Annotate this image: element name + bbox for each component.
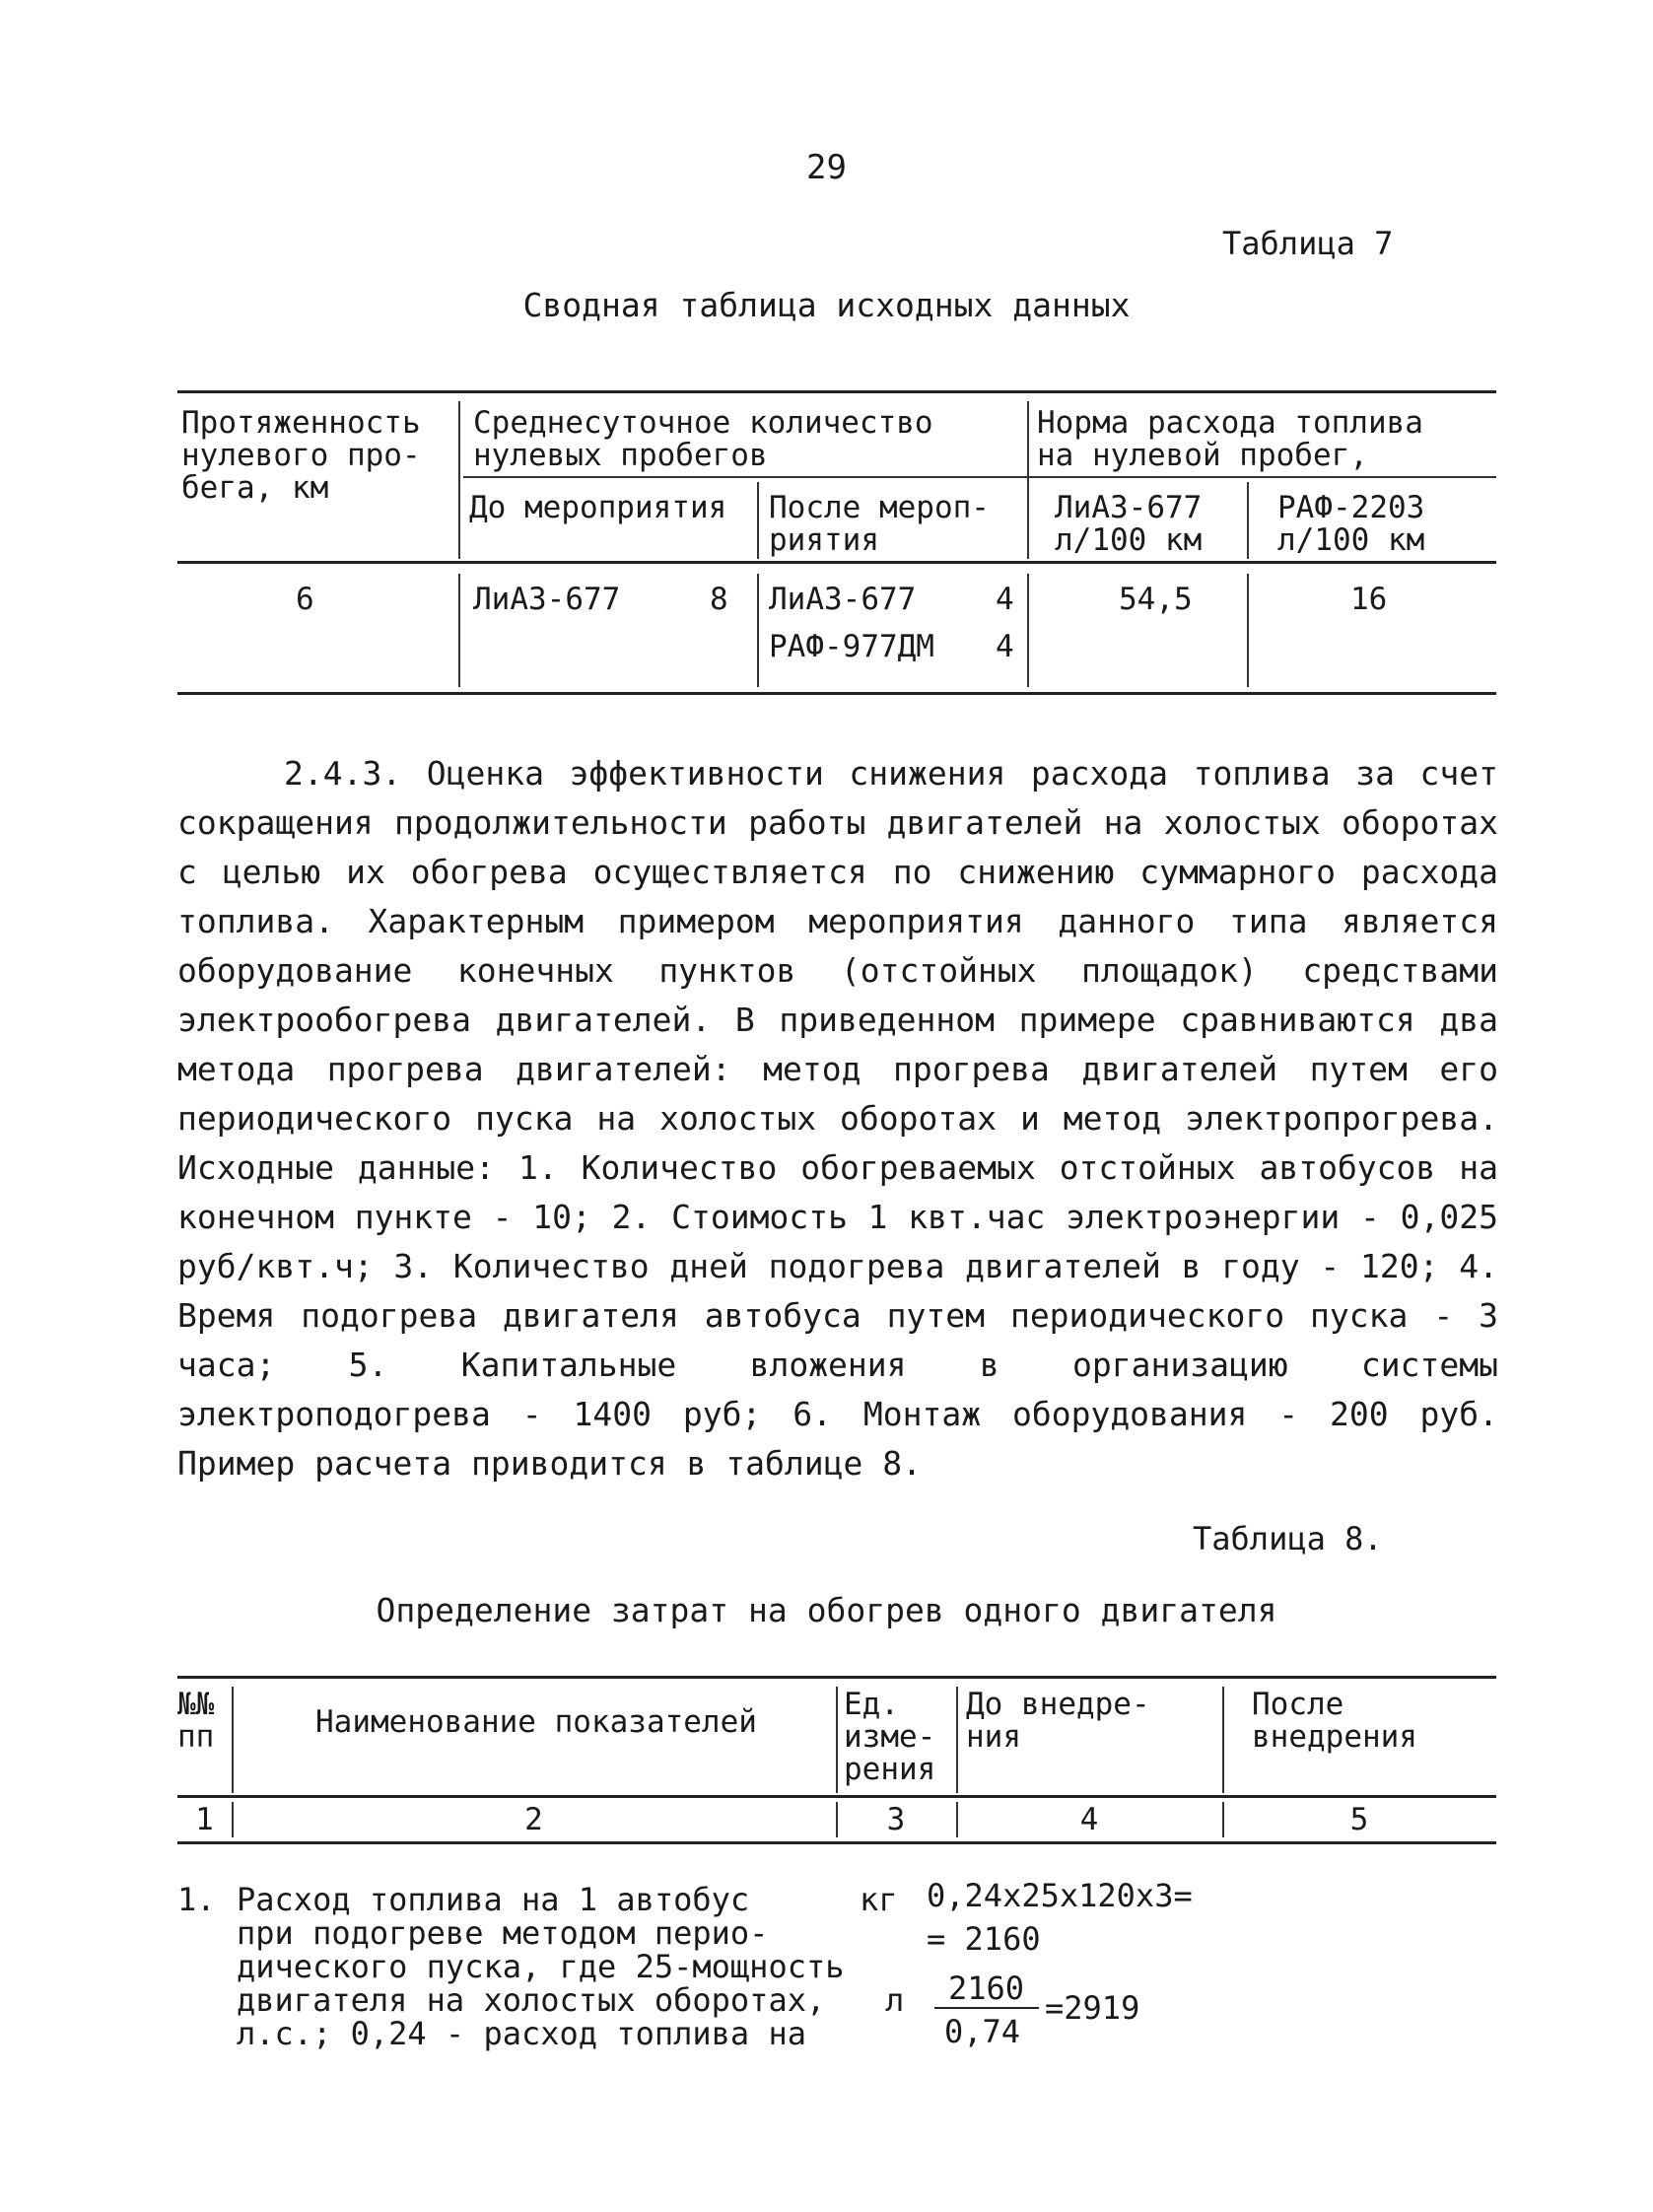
cell-before-model: ЛиАЗ-677 bbox=[473, 582, 621, 617]
header-avg-count bbox=[473, 407, 933, 472]
col-number: 1 bbox=[195, 1802, 214, 1837]
table8-header bbox=[177, 1679, 1496, 1798]
header-after-line: После мероп- bbox=[769, 490, 990, 525]
header-num-line: №№ bbox=[177, 1687, 215, 1722]
table7-title: Сводная таблица исходных данных bbox=[522, 286, 1131, 324]
header-raf-line: РАФ-2203 bbox=[1277, 490, 1425, 525]
fraction-result: =2919 bbox=[1045, 1989, 1140, 2027]
col-number: 3 bbox=[886, 1802, 906, 1837]
header-unit bbox=[844, 1689, 935, 1786]
table8-col-divider bbox=[1222, 1687, 1224, 1793]
header-length-line: Протяженность bbox=[181, 405, 421, 441]
header-before-line: ния bbox=[966, 1719, 1021, 1755]
header-liaz-line: л/100 км bbox=[1055, 522, 1203, 558]
cell-raf-value: 16 bbox=[1350, 582, 1388, 617]
paragraph-text: 2.4.3. Оценка эффективности снижения расхода топлива за счет сокращения продолжительности работы двигателей на холостых оборотах с целью их обогрева осуществляется по снижению суммарного расхода топлива. Характерным примером мероприятия данного типа является оборудование конечных пунктов (отстойных площадок) средствами электрообогрева двигателей. В приведенном примере сравниваются два метода прогрева двигателей: метод прогрева двигателей путем его периодического пуска на холостых оборотах и метод электропрогрева. Исходные данные: 1. Количество обогреваемых отстойных автобусов на конечном пункте - 10; 2. Стоимость 1 квт.час электроэнергии - 0,025 руб/квт.ч; 3. Количество дней подогрева двигателей в году - 120; 4. Время подогрева двигателя автобуса путем периодического пуска - 3 часа; 5. Капитальные вложения в организацию системы электроподогрева - 1400 руб; 6. Монтаж оборудования - 200 руб. Пример расчета приводится в таблице 8. bbox=[177, 754, 1498, 1483]
header-length-line: нулевого про- bbox=[181, 438, 421, 473]
table7-col-divider bbox=[757, 574, 759, 687]
header-after-line: После bbox=[1252, 1687, 1344, 1722]
table8-row-text bbox=[237, 1883, 845, 2050]
header-unit-line: рения bbox=[844, 1752, 936, 1787]
header-avg-count-line: нулевых пробегов bbox=[473, 438, 768, 473]
table8-row-num: 1. bbox=[177, 1881, 216, 1918]
table7-label: Таблица 7 bbox=[1222, 225, 1394, 262]
col-number: 4 bbox=[1079, 1802, 1099, 1837]
fraction-denominator: 0,74 bbox=[944, 2013, 1021, 2050]
table8 bbox=[177, 1676, 1496, 1844]
table7 bbox=[177, 390, 1496, 695]
header-length-line: бега, км bbox=[181, 470, 329, 506]
header-after bbox=[769, 492, 990, 557]
table7-header bbox=[177, 393, 1496, 564]
header-before-line: До внедре- bbox=[966, 1687, 1150, 1722]
table7-col-divider bbox=[1247, 482, 1249, 559]
page-number: 29 bbox=[806, 148, 847, 187]
table8-label: Таблица 8. bbox=[1193, 1520, 1383, 1557]
table7-row bbox=[177, 564, 1496, 692]
header-before: До мероприятия bbox=[469, 490, 727, 525]
table7-col-divider bbox=[1027, 401, 1029, 559]
table7-col-divider bbox=[757, 482, 759, 559]
header-unit-line: Ед. bbox=[844, 1687, 899, 1722]
fraction-line bbox=[934, 2007, 1039, 2009]
header-after-line: риятия bbox=[769, 522, 879, 558]
header-avg-count-line: Среднесуточное количество bbox=[473, 405, 933, 441]
table8-title: Определение затрат на обогрев одного двигателя bbox=[376, 1591, 1277, 1629]
cell-after-model-1: ЛиАЗ-677 bbox=[769, 582, 917, 617]
cell-liaz-value: 54,5 bbox=[1119, 582, 1193, 617]
header-raf-norm bbox=[1277, 492, 1424, 557]
table7-col-divider bbox=[458, 574, 460, 687]
header-liaz-norm bbox=[1055, 492, 1202, 557]
col-number: 5 bbox=[1349, 1802, 1369, 1837]
table7-col-divider bbox=[1027, 574, 1029, 687]
header-norm-line: Норма расхода топлива bbox=[1037, 405, 1423, 441]
table8-col-divider bbox=[956, 1687, 958, 1793]
body-paragraph bbox=[177, 749, 1498, 1488]
table8-row-calc-1: 0,24x25x120x3= bbox=[927, 1877, 1193, 1914]
table8-row-calc-2: = 2160 bbox=[927, 1920, 1041, 1958]
header-num bbox=[177, 1689, 214, 1754]
table7-col-divider bbox=[458, 401, 460, 559]
row-text-line: при подогреве методом перио- bbox=[237, 1914, 769, 1952]
col-number: 2 bbox=[524, 1802, 543, 1837]
cell-after-count-2: 4 bbox=[996, 629, 1014, 664]
table8-row-unit-2: л bbox=[885, 1981, 905, 2019]
row-text-line: двигателя на холостых оборотах, bbox=[237, 1981, 826, 2019]
table7-col-divider bbox=[1247, 574, 1249, 687]
fraction-numerator: 2160 bbox=[948, 1970, 1025, 2007]
row-text-line: л.с.; 0,24 - расход топлива на bbox=[237, 2015, 806, 2052]
table8-row-unit-1: кг bbox=[860, 1881, 898, 1918]
header-after-line: внедрения bbox=[1252, 1719, 1417, 1755]
table7-subheader-line bbox=[463, 476, 1496, 478]
table8-col-divider bbox=[232, 1687, 234, 1793]
header-norm bbox=[1037, 407, 1423, 472]
header-liaz-line: ЛиАЗ-677 bbox=[1055, 490, 1203, 525]
table8-col-divider bbox=[836, 1687, 838, 1793]
cell-before-count: 8 bbox=[710, 582, 728, 617]
row-text-line: Расход топлива на 1 автобус bbox=[237, 1881, 750, 1918]
header-length bbox=[181, 407, 421, 505]
header-num-line: пп bbox=[177, 1719, 215, 1755]
header-unit-line: изме- bbox=[844, 1719, 936, 1755]
table8-column-numbers bbox=[177, 1798, 1496, 1844]
header-after bbox=[1252, 1689, 1417, 1754]
header-before bbox=[966, 1689, 1150, 1754]
cell-after-count-1: 4 bbox=[996, 582, 1014, 617]
cell-after-model-2: РАФ-977ДМ bbox=[769, 629, 934, 664]
header-norm-line: на нулевой пробег, bbox=[1037, 438, 1368, 473]
header-raf-line: л/100 км bbox=[1277, 522, 1425, 558]
cell-length: 6 bbox=[296, 582, 314, 617]
header-name: Наименование показателей bbox=[315, 1704, 757, 1740]
row-text-line: дического пуска, где 25-мощность bbox=[237, 1948, 845, 1985]
